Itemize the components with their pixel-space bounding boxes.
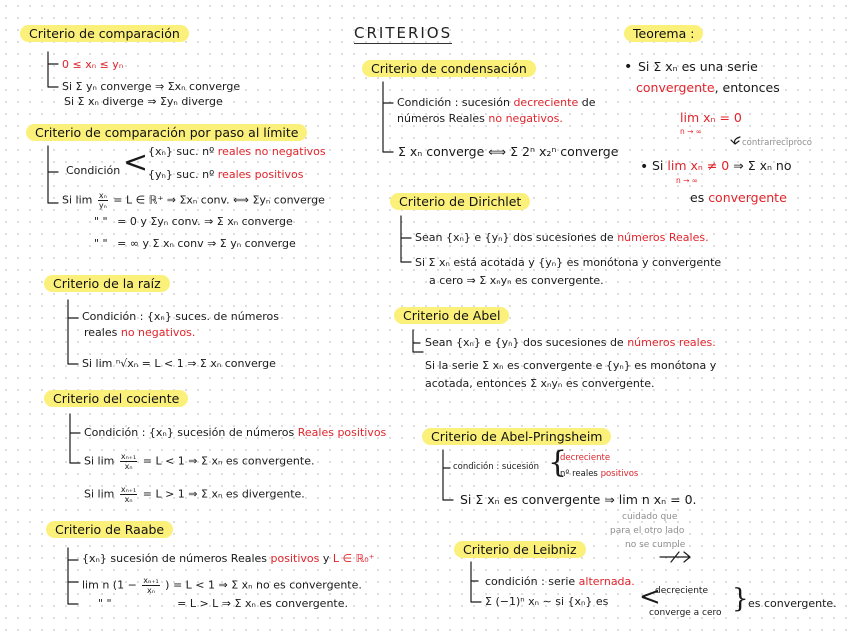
comparacion-condition: 0 ≤ xₙ ≤ yₙ bbox=[62, 58, 124, 71]
teorema-bullet-1: • bbox=[624, 59, 633, 75]
cociente-r1-rest: = L < 1 ⇒ Σ xₙ es convergente. bbox=[142, 454, 315, 468]
teorema-l4-sub: n → ∞ bbox=[676, 176, 699, 185]
leibniz-cond-red: alternada. bbox=[578, 575, 635, 588]
heading-abel-pringsheim: Criterio de Abel-Pringsheim bbox=[422, 428, 611, 445]
raiz-condicion-b bbox=[84, 326, 195, 340]
abel-line-3: acotada, entonces Σ xₙyₙ es convergente. bbox=[425, 377, 655, 390]
cociente-r1-frac-num: xₙ₊₁ bbox=[120, 452, 137, 461]
raiz-condicion-a: Condición : {xₙ} suces. de números bbox=[82, 310, 279, 323]
cociente-r2-lim: Si lim bbox=[84, 487, 115, 501]
raabe-fraction bbox=[142, 576, 159, 595]
raabe-l2-b: ) = L < 1 ⇒ Σ xₙ no es convergente. bbox=[165, 578, 362, 592]
raabe-l3-b: = L > L ⇒ Σ xₙ es convergente. bbox=[177, 597, 349, 610]
pringsheim-branch-2 bbox=[560, 467, 638, 481]
raabe-l1-red: positivos bbox=[270, 552, 320, 565]
teorema-l4-si: Si bbox=[652, 158, 664, 173]
teorema-l5-red: convergente bbox=[708, 190, 787, 205]
raabe-line-3 bbox=[98, 597, 348, 611]
limite-cond-y-red: reales positivos bbox=[217, 168, 304, 181]
abel-line-2: Si la serie Σ xₙ es convergente e {yₙ} es monótona y bbox=[425, 359, 717, 372]
teorema-contrarreciproco: contrarrecíproco bbox=[742, 138, 812, 148]
heading-cociente: Criterio del cociente bbox=[44, 390, 188, 407]
raiz-cond-b-red: no negativos. bbox=[120, 326, 196, 339]
leibniz-rule: Σ (−1)ⁿ xₙ ∼ si {xₙ} es bbox=[485, 595, 609, 608]
pringsheim-b2-red: positivos bbox=[600, 469, 639, 479]
dirichlet-line-1 bbox=[415, 231, 709, 245]
cociente-r1-frac-den: xₙ bbox=[124, 462, 133, 471]
pringsheim-note-1: cuidado que bbox=[622, 512, 678, 522]
dirichlet-l1-text: Sean {xₙ} e {yₙ} dos sucesiones de bbox=[415, 231, 614, 244]
cociente-r2-frac-den: xₙ bbox=[124, 495, 133, 504]
limite-condicion-label: Condición bbox=[66, 164, 121, 177]
heading-dirichlet: Criterio de Dirichlet bbox=[390, 193, 530, 210]
heading-raabe: Criterio de Raabe bbox=[46, 521, 173, 538]
cociente-r1-fraction bbox=[120, 452, 137, 471]
leibniz-condicion bbox=[485, 575, 635, 589]
pringsheim-condicion: condición : sucesión bbox=[453, 462, 540, 472]
heading-abel: Criterio de Abel bbox=[394, 307, 509, 324]
limite-rule-3-rest: = ∞ y Σ xₙ conv ⇒ Σ yₙ converge bbox=[117, 237, 296, 250]
raabe-l1-text: {xₙ} sucesión de números Reales bbox=[82, 552, 268, 565]
teorema-line-5 bbox=[690, 190, 787, 206]
limite-rule-1 bbox=[62, 191, 325, 210]
pringsheim-rule: Si Σ xₙ es convergente ⇒ lim n xₙ = 0. bbox=[460, 492, 697, 507]
condensacion-cond-b-red: no negativos. bbox=[488, 112, 563, 125]
teorema-line-4 bbox=[652, 158, 792, 174]
limite-brace: < bbox=[123, 145, 149, 180]
teorema-line-2 bbox=[636, 80, 780, 96]
pringsheim-note-3: no se cumple bbox=[625, 540, 686, 550]
cociente-rule-1 bbox=[84, 452, 314, 471]
limite-cond-x-red: reales no negativos bbox=[217, 145, 326, 158]
leibniz-brace-open: < bbox=[639, 582, 661, 612]
limite-cond-y-text: {yₙ} suc. nº bbox=[148, 168, 215, 181]
limite-rule-2-ditto: " " bbox=[94, 215, 108, 228]
condensacion-cond-a-text: Condición : sucesión bbox=[397, 96, 510, 109]
pringsheim-brace: { bbox=[548, 445, 568, 480]
teorema-l4-rest: ⇒ Σ xₙ no bbox=[733, 158, 792, 173]
comparacion-rule-1: Si Σ yₙ converge ⇒ Σxₙ converge bbox=[62, 80, 241, 93]
condensacion-cond-a-red: decreciente bbox=[513, 96, 579, 109]
page-title: CRITERIOS bbox=[354, 24, 453, 42]
raabe-l2-a: lim n (1 − bbox=[82, 578, 137, 592]
limite-rule-3-ditto: " " bbox=[94, 237, 108, 250]
pringsheim-note-2: para el otro lado bbox=[610, 526, 685, 536]
dirichlet-line-3: a cero ⇒ Σ xₙyₙ es convergente. bbox=[429, 274, 604, 287]
teorema-limit: lim xₙ = 0 bbox=[680, 110, 742, 125]
condensacion-equivalence: Σ xₙ converge ⟺ Σ 2ⁿ x₂ⁿ converge bbox=[398, 144, 619, 159]
condensacion-cond-a-end: de bbox=[581, 96, 596, 109]
limite-fraction bbox=[98, 191, 108, 210]
limite-rule-2-rest: = 0 y Σyₙ conv. ⇒ Σ xₙ converge bbox=[117, 215, 293, 228]
abel-line-1 bbox=[425, 336, 716, 350]
cociente-r1-lim: Si lim bbox=[84, 454, 115, 468]
raabe-frac-num: xₙ₊₁ bbox=[143, 576, 159, 585]
cociente-cond-red: Reales positivos bbox=[297, 426, 387, 439]
abel-l1-red: números reales. bbox=[627, 336, 716, 349]
limite-frac-num: xₙ bbox=[98, 191, 107, 200]
cociente-r2-fraction bbox=[120, 485, 137, 504]
teorema-bullet-2: • bbox=[640, 159, 649, 175]
raabe-frac-den: xₙ bbox=[147, 586, 155, 595]
limite-rule-1-rest: = L ∈ ℝ⁺ ⇒ Σxₙ conv. ⟺ Σyₙ converge bbox=[113, 193, 325, 207]
dirichlet-line-2: Si Σ xₙ está acotada y {yₙ} es monótona y convergente bbox=[415, 256, 722, 269]
teorema-l2-red: convergente bbox=[636, 80, 715, 95]
raabe-line-1 bbox=[82, 552, 375, 566]
pringsheim-branch-1: decreciente bbox=[560, 453, 611, 463]
teorema-line-1: Si Σ xₙ es una serie bbox=[638, 59, 758, 74]
cociente-r2-frac-num: xₙ₊₁ bbox=[120, 485, 137, 494]
leibniz-brace-close: } bbox=[732, 584, 749, 614]
cociente-cond-text: Condición : {xₙ} sucesión de números bbox=[84, 426, 295, 439]
raabe-l3-ditto: " " bbox=[98, 597, 112, 610]
teorema-limit-sub: n → ∞ bbox=[680, 127, 703, 136]
condensacion-cond-a bbox=[397, 96, 595, 110]
cociente-condicion bbox=[84, 426, 386, 440]
limite-cond-y bbox=[148, 168, 303, 182]
condensacion-cond-b bbox=[397, 112, 563, 126]
limite-si-lim: Si lim bbox=[62, 193, 93, 207]
limite-cond-x-text: {xₙ} suc. nº bbox=[148, 145, 215, 158]
teorema-l2-text: , entonces bbox=[714, 80, 780, 95]
heading-raiz: Criterio de la raíz bbox=[44, 275, 170, 292]
limite-cond-x bbox=[148, 145, 326, 159]
leibniz-branch-2: converge a cero bbox=[649, 608, 722, 618]
heading-paso-limite: Criterio de comparación por paso al límite bbox=[26, 124, 307, 141]
heading-condensacion: Criterio de condensación bbox=[362, 60, 536, 77]
heading-leibniz: Criterio de Leibniz bbox=[454, 541, 586, 558]
raiz-cond-b-text: reales bbox=[84, 326, 118, 339]
teorema-l4-red: lim xₙ ≠ 0 bbox=[667, 158, 730, 173]
leibniz-branch-1: decreciente bbox=[655, 586, 708, 596]
leibniz-cond-text: condición : serie bbox=[485, 575, 576, 588]
abel-l1-text: Sean {xₙ} e {yₙ} dos sucesiones de bbox=[425, 336, 624, 349]
heading-teorema: Teorema : bbox=[624, 25, 703, 42]
cociente-rule-2 bbox=[84, 485, 305, 504]
raabe-l1-y: y bbox=[322, 552, 330, 565]
limite-frac-den: yₙ bbox=[98, 201, 107, 210]
pringsheim-b2-text: nº reales bbox=[560, 469, 598, 479]
raabe-l1-red2: L ∈ ℝ₀⁺ bbox=[332, 552, 375, 565]
cociente-r2-rest: = L > 1 ⇒ Σ xₙ es divergente. bbox=[142, 487, 305, 501]
limite-rule-2 bbox=[94, 215, 293, 229]
condensacion-cond-b-text: números Reales bbox=[397, 112, 485, 125]
heading-comparacion: Criterio de comparación bbox=[20, 25, 189, 42]
raabe-line-2 bbox=[82, 576, 362, 595]
limite-rule-3 bbox=[94, 237, 296, 251]
raiz-rule: Si lim ⁿ√xₙ = L < 1 ⇒ Σ xₙ converge bbox=[82, 357, 276, 370]
dirichlet-l1-red: números Reales. bbox=[617, 231, 709, 244]
comparacion-rule-2: Si Σ xₙ diverge ⇒ Σyₙ diverge bbox=[64, 95, 223, 108]
teorema-l5-es: es bbox=[690, 190, 705, 205]
leibniz-conclusion: es convergente. bbox=[748, 597, 837, 610]
